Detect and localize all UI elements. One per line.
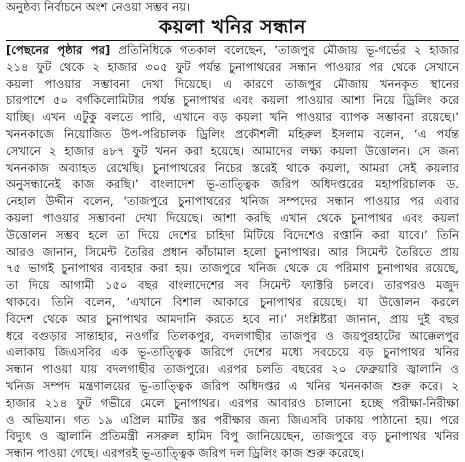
article-line: খননকাজে নিয়োজিত উপ-পরিচালক ড্রিলিং প্রকৌশলী মহিরুল ইসলাম বলেন, ‘এ পর্যন্ত <box>6 126 459 141</box>
article-line: যাচ্ছি। এখন এটুকু বলতে পারি, এখানে বড় কয়লা খনি পাওয়ার ব্যাপক সম্ভাবনা রয়েছে।’ <box>6 110 459 125</box>
article-body <box>6 42 459 461</box>
article-line: আরও জানান, সিমেন্ট তৈরির প্রধান কাঁচামাল হলো চুনাপাথর। আর সিমেন্ট তৈরিতে প্রায় <box>6 244 459 259</box>
article-line: সন্ধান পাওয়া যায় বদলগাছীর তাজপুরে। এরপর চলতি বছরের ২০ ফেব্রুয়ারি জ্বালানি ও <box>6 362 459 377</box>
article-line: হাজার ২১৪ ফুট গভীরে মেলে চুনাপাথর। এরপর আবারও চালানো হচ্ছে পরীক্ষা-নিরীক্ষা <box>6 395 459 410</box>
article-line: সেখানে ২ হাজার ৪৮৭ ফুট খনন করা হয়েছে। আমাদের লক্ষ্য কয়লা উত্তোলন। সে জন্য <box>6 143 459 158</box>
article-line: চারপাশে ৫০ বর্গকিলোমিটার পর্যন্ত চুনাপাথর এবং কয়লা পাওয়ার আশা নিয়ে ড্রিলিং করে <box>6 93 459 108</box>
article-line: বিদেশ থেকে আর চুনাপাথর আমদানি করতে হবে না।’ সংশ্লিষ্টরা জানান, প্রায় দুই বছর <box>6 311 459 326</box>
article-line: ৭৫ ভাগই চুনাপাথর ব্যবহার করা হয়। তাজপুরে খনিজ থেকে যে পরিমাণ চুনাপাথর রয়েছে, <box>6 261 459 276</box>
article-line: ও অভিযান। গত ১৯ এপ্রিল মাটির স্তর পরীক্ষার জন্য জিএসবি ঢাকায় পাঠানো হয়। পরে <box>6 412 459 427</box>
article-line: কয়লা পাওয়ার সম্ভাবনা দেখা দিয়েছে। এ কারণে তাজপুর মৌজায় খননকৃত স্থানের <box>6 76 459 91</box>
first-line-text: প্রতিনিধিকে গতকাল বলেছেন, ‘তাজপুর মৌজায় ভূ-গর্ভের ২ হাজার <box>110 43 459 57</box>
article-headline: কয়লা খনির সন্ধান <box>158 16 307 38</box>
article-line: বিদ্যুৎ ও জ্বালানি প্রতিমন্ত্রী নসরুল হামিদ বিপু জানিয়েছেন, তাজপুরে বড় চুনাপাথর খনির <box>6 429 459 444</box>
article-line: নেহাল উদ্দীন বলেন, ‘তাজপুরে চুনাপাথরের খনিজ সম্পদের সন্ধান পাওয়ার পর এবার <box>6 194 459 209</box>
article-line: কয়লা পাওয়ার সম্ভাবনা দেখা দিয়েছে। আশা করছি এখান থেকে চুনাপাথর এবং কয়লা <box>6 210 459 225</box>
article-line: এলাকায় জিএসবির এক ভূ-তাত্ত্বিক জরিপে দেশের মধ্যে সবচেয়ে বড় চুনাপাথর খনির <box>6 345 459 360</box>
article-line: অনুসন্ধানেই কাজ করছি।’ বাংলাদেশ ভূ-তাত্ত্বিক জরিপ অধিদপ্তরের মহাপরিচালক ড. <box>6 177 459 192</box>
article-line: খননকাজ অব্যাহত রেখেছি। চুনাপাথরের নিচের স্তরেই থাকে কয়লা, আমরা সেই কয়লার <box>6 160 459 175</box>
continuation-tag: [পেছনের পৃষ্ঠার পর] <box>6 43 111 57</box>
article-line: খনিজ সম্পদ মন্ত্রণালয়ের ভূ-তাত্ত্বিক জরিপ অধিদপ্তর এ খনির খননকাজ শুরু করে। ২ <box>6 378 459 393</box>
article-line: তা দিয়ে আগামী ১৫০ বছর বাংলাদেশের সব সিমেন্ট ফ্যাক্টরি চলবে। তারপরও মজুদ <box>6 278 459 293</box>
article-lines <box>6 59 459 462</box>
headline-divider <box>6 40 459 41</box>
article-line: ২১৪ ফুট থেকে ২ হাজার ৩০৫ ফুট পর্যন্ত চুনাপাথরের সন্ধান পাওয়ার পর থেকে সেখানে <box>6 59 459 74</box>
article-line-first <box>6 42 459 59</box>
previous-article-fragment: অনুষ্ঠব্য নির্বাচনে অংশ নেওয়া সম্ভব নয়। <box>6 0 191 14</box>
article-line: ধরে বগুড়ার সান্তাহার, নওগাঁর তিলকপুর, বদলগাছীর তাজপুর ও জয়পুরহাটের আক্কেলপুর <box>6 328 459 343</box>
article-line: থাকবে। তিনি বলেন, ‘এখানে বিশাল আকারে চুনাপাথর রয়েছে। যা উত্তোলন করলে <box>6 294 459 309</box>
article-line: উত্তোলন সম্ভব হলে তা দিয়ে দেশের চাহিদা মিটিয়ে বিদেশেও রপ্তানি করা যাবে।’ তিনি <box>6 227 459 242</box>
article-line: সন্ধান পাওয়া গেছে। এরপরই ভূ-তাত্ত্বিক জরিপ দল ড্রিলিং কাজ শুরু করেছে। <box>6 446 364 461</box>
